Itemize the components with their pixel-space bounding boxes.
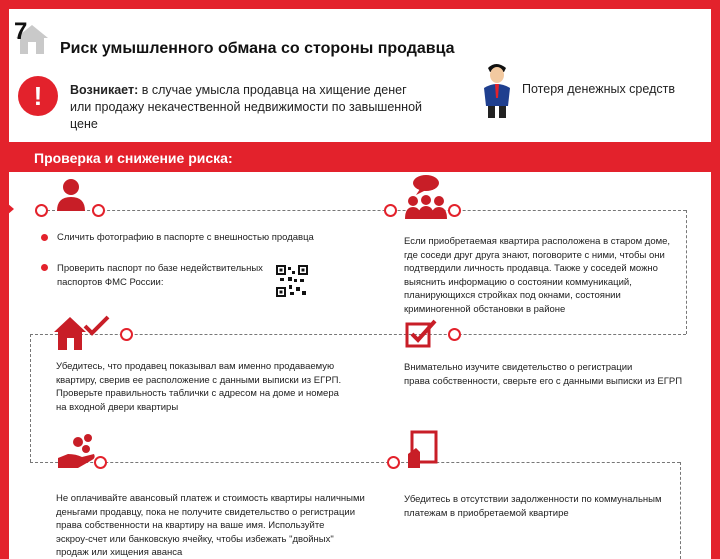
bullet	[41, 264, 48, 271]
prepay-line2: деньгами продавцу, пока не получите свидетельство о регистрации	[56, 506, 356, 518]
alert-icon: !	[18, 76, 58, 116]
neighbors-line1: Если приобретаемая квартира расположена в старом доме,	[404, 236, 671, 247]
loss-text: Потеря денежных средств	[522, 82, 675, 96]
debt-line2: платежам в приобретаемой квартире	[404, 507, 569, 519]
bullet	[41, 234, 48, 241]
prepay-line1: Не оплачивайте авансовый платеж и стоимость квартиры наличными	[56, 493, 365, 504]
person-icon	[56, 178, 86, 212]
page-title: Риск умышленного обмана со стороны продавца	[60, 40, 455, 57]
neighbors-chat-icon	[402, 174, 448, 220]
dash-line	[30, 462, 680, 463]
section-title: Проверка и снижение риска:	[34, 150, 233, 166]
occurs-line2: или продажу некачественной недвижимости по завышенной цене	[70, 100, 423, 131]
check-photo-text: Сличить фотографию в паспорте с внешностью продавца	[57, 232, 314, 243]
apartment-line4: на входной двери квартиры	[56, 401, 179, 413]
step-dot	[384, 204, 397, 217]
certificate-text	[404, 361, 704, 388]
debt-line1: Убедитесь в отсутствии задолженности по коммунальным	[404, 494, 662, 505]
checkbox-icon	[404, 318, 438, 350]
step-dot	[448, 204, 461, 217]
apartment-line1: Убедитесь, что продавец показывал вам именно продаваемую	[56, 361, 335, 372]
occurs-label: Возникает:	[70, 83, 139, 97]
prepay-line4: эскроу-счет или банковскую ячейку, чтобы избежать "двойных"	[56, 533, 334, 545]
step-number: 7	[14, 18, 28, 45]
step-dot	[387, 456, 400, 469]
house-check-icon	[52, 314, 112, 352]
arrow-marker	[0, 197, 14, 221]
check-passport-text	[57, 262, 277, 289]
prepay-line3: права собственности на квартиру на ваше имя. Используйте	[56, 520, 325, 531]
debt-text	[404, 493, 704, 520]
dash-line	[42, 210, 686, 211]
neighbors-line3: подтвердили личность продавца. Также у соседей можно	[404, 263, 658, 274]
step-dot	[92, 204, 105, 217]
step-dot	[35, 204, 48, 217]
step-dot	[448, 328, 461, 341]
neighbors-text	[404, 235, 704, 316]
occurs-line1: в случае умысла продавца на хищение денег	[138, 83, 407, 97]
prepay-line5: продаж или хищения аванса	[56, 547, 183, 558]
qr-code[interactable]	[276, 265, 308, 297]
passport-line1: Проверить паспорт по базе недействительных	[57, 263, 263, 274]
apartment-text	[56, 360, 386, 414]
businessman-icon	[478, 62, 514, 120]
certificate-line1: Внимательно изучите свидетельство о регистрации	[404, 362, 633, 373]
occurs-text	[70, 82, 450, 133]
step-dot	[120, 328, 133, 341]
certificate-line2: права собственности, сверьте его с данными выписки из ЕГРП	[404, 375, 683, 387]
apartment-line2: квартиру, сверив ее расположение с данными выписки из ЕГРП.	[56, 374, 342, 386]
apartment-line3: Проверьте правильность таблички с адресом на доме и номера	[56, 388, 339, 399]
money-hand-icon	[56, 432, 98, 472]
passport-line2: паспортов ФМС России:	[57, 276, 164, 288]
dash-line	[30, 334, 31, 462]
document-hand-icon	[406, 430, 438, 470]
neighbors-line2: где соседи друг друга знают, поговорите с ними, чтобы они	[404, 249, 665, 261]
neighbors-line4: выяснить информацию о состоянии коммуникаций,	[404, 276, 632, 288]
neighbors-line6: криминогенной обстановки в районе	[404, 303, 566, 315]
prepay-text	[56, 492, 386, 559]
neighbors-line5: планирующихся стройках под окнами, состоянии	[404, 290, 621, 301]
